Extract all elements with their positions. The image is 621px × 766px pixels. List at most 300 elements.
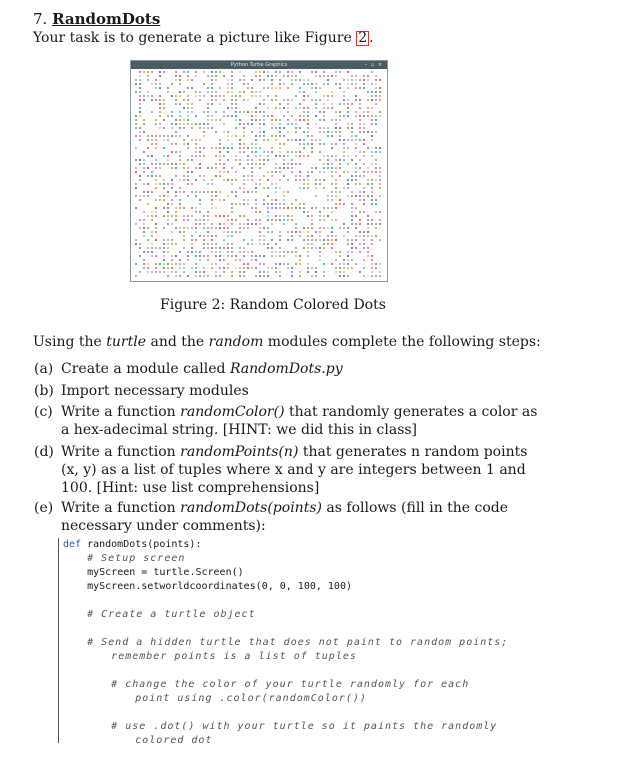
dot [315,195,317,197]
dot [375,171,377,173]
dot [351,135,353,137]
code-comment: # Send a hidden turtle that does not paint to random points; [87,637,509,648]
dot [219,199,221,201]
dot [203,155,205,157]
dot [235,127,237,129]
dot [379,115,381,117]
dot [355,75,357,77]
dot [315,271,317,273]
dot [199,219,201,221]
dot [191,235,193,237]
dot [227,159,229,161]
dot [375,147,377,149]
dot [167,243,169,245]
dot [307,183,309,185]
code-comment: point using .color(randomColor()) [135,693,367,704]
dot [367,99,369,101]
dot [219,255,221,257]
dot [215,275,217,277]
dot [327,167,329,169]
dot [255,155,257,157]
dot [187,135,189,137]
dot [319,127,321,129]
dot [195,271,197,273]
dot [207,219,209,221]
dot [379,99,381,101]
dot [211,179,213,181]
dot [139,127,141,129]
dot [171,239,173,241]
dot [243,191,245,193]
dot [215,167,217,169]
dot [195,231,197,233]
intro-text [33,334,541,350]
dot [191,267,193,269]
dot [239,119,241,121]
dot [335,75,337,77]
dot [279,251,281,253]
dot [199,127,201,129]
dot [223,247,225,249]
dot [363,115,365,117]
dot [175,119,177,121]
dot [343,227,345,229]
dot [259,111,261,113]
dot [239,271,241,273]
dot [363,123,365,125]
dot [147,191,149,193]
dot [159,247,161,249]
dot [175,79,177,81]
dot [355,167,357,169]
dot [335,259,337,261]
code-line [63,594,523,608]
dot [271,147,273,149]
dot [139,139,141,141]
dot [307,179,309,181]
dot [347,103,349,105]
dot [335,83,337,85]
dot [175,123,177,125]
dot [287,251,289,253]
dot [303,155,305,157]
dot [355,223,357,225]
dot [163,147,165,149]
dot [255,223,257,225]
dot [203,123,205,125]
dot [319,151,321,153]
dot [151,235,153,237]
dot [287,123,289,125]
dot [263,159,265,161]
dot [347,171,349,173]
dot [191,183,193,185]
dot [291,79,293,81]
dot [167,263,169,265]
figure-ref-link[interactable]: 2 [358,30,368,46]
dot [195,139,197,141]
dot [379,187,381,189]
dot [207,111,209,113]
dot [167,203,169,205]
dot [199,191,201,193]
dot [271,267,273,269]
dot [247,87,249,89]
dot [343,143,345,145]
dot [287,239,289,241]
dot [331,183,333,185]
dot [347,275,349,277]
dot [319,179,321,181]
dot [239,247,241,249]
dot [259,255,261,257]
dot [279,83,281,85]
dot [275,263,277,265]
dot [307,127,309,129]
dot [243,203,245,205]
dot [171,271,173,273]
dot [343,235,345,237]
dot [247,147,249,149]
dot [327,127,329,129]
dot [247,263,249,265]
window-titlebar [131,61,387,69]
dot [267,155,269,157]
step-label: (c) [34,404,53,420]
dot [315,183,317,185]
dot [231,79,233,81]
dot [179,163,181,165]
dot [151,135,153,137]
dot [151,95,153,97]
dot [175,275,177,277]
dot [359,131,361,133]
dot [311,207,313,209]
dot [299,187,301,189]
dot [339,167,341,169]
keyword-def: def [63,539,82,550]
dot [179,227,181,229]
dot [203,127,205,129]
dot [355,215,357,217]
dot [219,191,221,193]
dot [335,203,337,205]
dot [343,115,345,117]
dot [243,99,245,101]
dot [151,143,153,145]
dot [243,111,245,113]
dot [231,115,233,117]
dot [175,215,177,217]
dot [275,203,277,205]
dot [379,179,381,181]
dot [331,199,333,201]
step-label: (a) [34,361,54,377]
dot [155,79,157,81]
dot [291,139,293,141]
dot [235,115,237,117]
dot [319,139,321,141]
dot [307,211,309,213]
dot [199,271,201,273]
dot [359,231,361,233]
dot [211,191,213,193]
dot [283,135,285,137]
dot [259,211,261,213]
dot [211,79,213,81]
dot [199,147,201,149]
dot [171,143,173,145]
dot [227,263,229,265]
dot [275,167,277,169]
dot [251,123,253,125]
dot [219,259,221,261]
dot [283,163,285,165]
dot [167,211,169,213]
dot [267,159,269,161]
dot [295,179,297,181]
step-label: (d) [34,444,54,460]
dot [183,91,185,93]
dot [203,275,205,277]
dot [331,103,333,105]
dot [263,135,265,137]
dot [371,199,373,201]
dot [195,147,197,149]
dot [335,159,337,161]
dot [347,107,349,109]
dot [279,271,281,273]
code-line [63,720,523,734]
dot [347,251,349,253]
dot [263,255,265,257]
dot [243,267,245,269]
dot [311,143,313,145]
dot [263,123,265,125]
dot [143,223,145,225]
dot [371,131,373,133]
dot [163,251,165,253]
dot [275,87,277,89]
dot [379,175,381,177]
dot [327,79,329,81]
dot [143,71,145,73]
dot [215,271,217,273]
dot [371,135,373,137]
dot [343,147,345,149]
dot [263,131,265,133]
dot [235,95,237,97]
dot [271,171,273,173]
dot [163,135,165,137]
dot [291,151,293,153]
dot [375,179,377,181]
dot [239,223,241,225]
dot [235,111,237,113]
dot [339,271,341,273]
dot [163,187,165,189]
dot [199,251,201,253]
dot [163,107,165,109]
dot [135,239,137,241]
dot [267,275,269,277]
dot [359,123,361,125]
dot [375,227,377,229]
dot [231,219,233,221]
dot [175,135,177,137]
dot [323,219,325,221]
dot [167,195,169,197]
dot [367,227,369,229]
dot [275,267,277,269]
dot [303,107,305,109]
dot [363,231,365,233]
dot [315,103,317,105]
dot [167,159,169,161]
dot [303,179,305,181]
code-statement: myScreen.setworldcoordinates(0, 0, 100, 100) [87,581,352,592]
code-line [63,608,523,622]
dot [135,187,137,189]
dot [311,71,313,73]
dot [275,215,277,217]
dot [159,127,161,129]
dot [179,263,181,265]
dot [287,103,289,105]
dot [327,95,329,97]
dot [187,147,189,149]
dot [263,235,265,237]
dot [219,267,221,269]
dot [347,79,349,81]
dot [259,163,261,165]
dot [347,123,349,125]
dot [303,143,305,145]
dot [347,87,349,89]
dot [179,159,181,161]
dot [171,187,173,189]
dot [195,207,197,209]
dot [187,195,189,197]
dot [343,223,345,225]
dot [307,255,309,257]
dot [199,91,201,93]
dot [187,259,189,261]
dot [355,183,357,185]
dot [371,191,373,193]
dot [295,231,297,233]
dot [239,275,241,277]
dot [215,111,217,113]
dot [287,87,289,89]
dot [283,263,285,265]
dot [319,131,321,133]
step-rest: as follows (fill in the code necessary under comments): [61,500,509,534]
dot [303,239,305,241]
dot [179,199,181,201]
dot [203,267,205,269]
dot [139,107,141,109]
dot [159,111,161,113]
dot [347,239,349,241]
dot [143,163,145,165]
dot [291,203,293,205]
dot [247,155,249,157]
dot [307,271,309,273]
dot [323,187,325,189]
dot [211,87,213,89]
dot [371,195,373,197]
dot [199,199,201,201]
dot [227,267,229,269]
dot [187,179,189,181]
dot [211,91,213,93]
dot [187,119,189,121]
dot [159,195,161,197]
dot [303,131,305,133]
dot [223,271,225,273]
dot [203,147,205,149]
dot [243,75,245,77]
dot [231,271,233,273]
dot [323,131,325,133]
dot [147,95,149,97]
dot [151,231,153,233]
dot [167,163,169,165]
dot [315,75,317,77]
window-controls[interactable]: – ▫ × [364,62,383,68]
dot [227,219,229,221]
dot [339,255,341,257]
dot [323,83,325,85]
dot [323,143,325,145]
step-rest: that randomly generates a color as a hex-adecimal string. [HINT: we did this in class] [61,404,538,438]
dot [339,139,341,141]
dot [331,91,333,93]
dot [375,83,377,85]
dot [219,119,221,121]
dot [239,227,241,229]
dot [159,99,161,101]
dot [219,151,221,153]
dot [183,207,185,209]
dot [219,171,221,173]
dot [347,155,349,157]
dot [231,167,233,169]
dot [327,99,329,101]
dot [299,171,301,173]
dot [147,183,149,185]
dot [355,79,357,81]
dot [139,79,141,81]
dot [371,259,373,261]
dot [367,75,369,77]
dot [263,71,265,73]
dot [143,263,145,265]
dot [335,179,337,181]
dot [371,151,373,153]
dot [247,191,249,193]
dot [239,259,241,261]
intro-module-turtle: turtle [106,334,147,350]
dot [155,187,157,189]
dot [375,211,377,213]
dot [203,247,205,249]
dot [155,211,157,213]
dot [215,243,217,245]
dot [279,71,281,73]
dot [211,127,213,129]
